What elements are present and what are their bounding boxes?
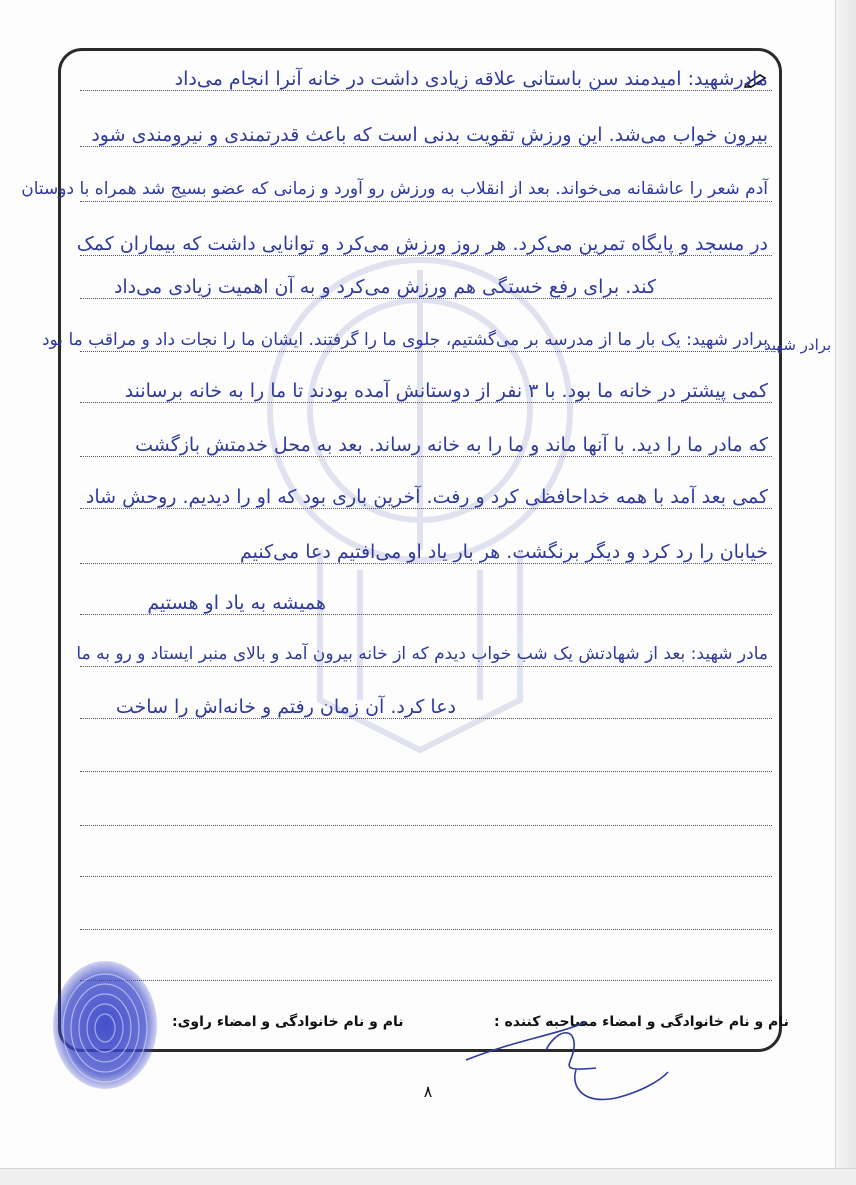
handwritten-line: کمی پیشتر در خانه ما بود. با ۳ نفر از دوستانش آمده بودند تا ما را به خانه برسانند <box>124 380 768 402</box>
handwritten-line: که مادر ما را دید. با آنها ماند و ما را به خانه رساند. بعد به محل خدمتش بازگشت <box>135 434 768 456</box>
handwritten-line: بیرون خواب می‌شد. این ورزش تقویت بدنی است که باعث قدرتمندی و نیرومندی شود <box>91 124 768 146</box>
handwritten-line: دعا کرد. آن زمان رفتم و خانه‌اش را ساخت <box>115 696 456 718</box>
page-number: ۸ <box>423 1082 433 1101</box>
handwritten-line: مادرشهید: امیدمند سن باستانی علاقه زیادی داشت در خانه آنرا انجام می‌داد <box>174 68 768 90</box>
handwritten-line: کمی بعد آمد با همه خداحافظی کرد و رفت. آخرین باری بود که او را دیدیم. روحش شاد <box>85 486 768 508</box>
page-spine <box>835 0 856 1184</box>
handwritten-line: مادر شهید: بعد از شهادتش یک شب خواب دیدم که از خانه بیرون آمد و بالای منبر ایستاد و رو به ما <box>76 644 768 664</box>
fingerprint-icon <box>50 958 160 1092</box>
interviewee-signature-label: نام و نام خانوادگی و امضاء راوی: <box>172 1014 404 1030</box>
handwritten-line: برادر شهید: یک بار ما از مدرسه بر می‌گشتیم، جلوی ما را گرفتند. ایشان ما را نجات داد و مراقب ما بود <box>41 330 768 350</box>
handwritten-line: در مسجد و پایگاه تمرین می‌کرد. هر روز ورزش می‌کرد و توانایی داشت که بیماران کمک <box>76 233 768 255</box>
signature-mark <box>456 1010 676 1110</box>
handwritten-line: کند. برای رفع خستگی هم ورزش می‌کرد و به آن اهمیت زیادی می‌داد <box>113 276 656 298</box>
interviewer-signature-label: نام و نام خانوادگی و امضاء مصاحبه کننده : <box>494 1014 789 1030</box>
handwritten-line: همیشه به یاد او هستیم <box>147 592 326 614</box>
handwritten-line: خیابان را رد کرد و دیگر برنگشت. هر بار یاد او می‌افتیم دعا می‌کنیم <box>240 541 768 563</box>
handwritten-line: آدم شعر را عاشقانه می‌خواند. بعد از انقلاب به ورزش رو آورد و زمانی که عضو بسیج شد همراه با دوستان <box>21 179 768 199</box>
margin-note: برادر شهید <box>764 336 832 354</box>
